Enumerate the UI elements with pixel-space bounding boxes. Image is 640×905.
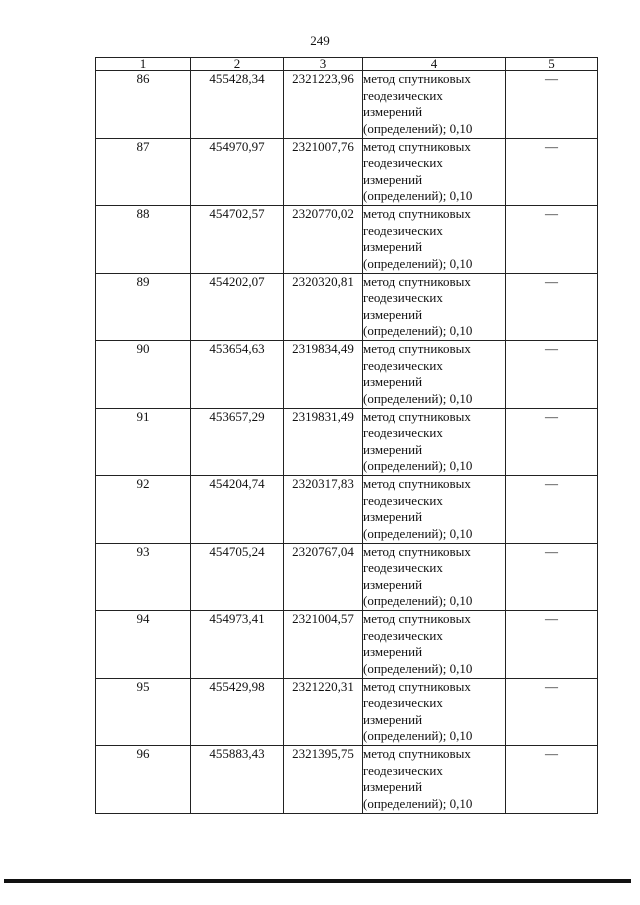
method-cell: метод спутниковых геодезических измерений (определений); 0,10: [363, 71, 506, 139]
column-header-3: 3: [284, 58, 363, 71]
y-coordinate-cell: 2321395,75: [284, 746, 363, 814]
column-header-5: 5: [506, 58, 598, 71]
y-coordinate-cell: 2320770,02: [284, 206, 363, 274]
point-number-cell: 91: [96, 408, 191, 476]
note-cell: —: [506, 273, 598, 341]
y-coordinate-cell: 2320320,81: [284, 273, 363, 341]
point-number-cell: 89: [96, 273, 191, 341]
note-cell: —: [506, 206, 598, 274]
y-coordinate-cell: 2321004,57: [284, 611, 363, 679]
point-number-cell: 94: [96, 611, 191, 679]
table-header-row: [96, 58, 598, 71]
note-cell: —: [506, 678, 598, 746]
column-header-4: 4: [363, 58, 506, 71]
note-cell: —: [506, 341, 598, 409]
table-row: [96, 678, 598, 746]
table-row: [96, 408, 598, 476]
point-number-cell: 90: [96, 341, 191, 409]
x-coordinate-cell: 454702,57: [191, 206, 284, 274]
x-coordinate-cell: 454970,97: [191, 138, 284, 206]
x-coordinate-cell: 454705,24: [191, 543, 284, 611]
point-number-cell: 87: [96, 138, 191, 206]
note-cell: —: [506, 71, 598, 139]
method-cell: метод спутниковых геодезических измерений (определений); 0,10: [363, 476, 506, 544]
note-cell: —: [506, 543, 598, 611]
x-coordinate-cell: 455429,98: [191, 678, 284, 746]
y-coordinate-cell: 2321220,31: [284, 678, 363, 746]
y-coordinate-cell: 2321007,76: [284, 138, 363, 206]
method-cell: метод спутниковых геодезических измерений (определений); 0,10: [363, 543, 506, 611]
y-coordinate-cell: 2320317,83: [284, 476, 363, 544]
table-row: [96, 611, 598, 679]
table-body: [96, 71, 598, 814]
y-coordinate-cell: 2320767,04: [284, 543, 363, 611]
column-header-1: 1: [96, 58, 191, 71]
point-number-cell: 86: [96, 71, 191, 139]
x-coordinate-cell: 454202,07: [191, 273, 284, 341]
table-row: [96, 746, 598, 814]
table-row: [96, 138, 598, 206]
point-number-cell: 95: [96, 678, 191, 746]
method-cell: метод спутниковых геодезических измерений (определений); 0,10: [363, 206, 506, 274]
method-cell: метод спутниковых геодезических измерений (определений); 0,10: [363, 273, 506, 341]
table-row: [96, 543, 598, 611]
table-row: [96, 476, 598, 544]
note-cell: —: [506, 611, 598, 679]
y-coordinate-cell: 2321223,96: [284, 71, 363, 139]
method-cell: метод спутниковых геодезических измерений (определений); 0,10: [363, 138, 506, 206]
method-cell: метод спутниковых геодезических измерений (определений); 0,10: [363, 408, 506, 476]
note-cell: —: [506, 476, 598, 544]
point-number-cell: 92: [96, 476, 191, 544]
table-row: [96, 71, 598, 139]
point-number-cell: 93: [96, 543, 191, 611]
page-number: 249: [310, 33, 330, 48]
method-cell: метод спутниковых геодезических измерений (определений); 0,10: [363, 678, 506, 746]
x-coordinate-cell: 453657,29: [191, 408, 284, 476]
table-row: [96, 341, 598, 409]
point-number-cell: 96: [96, 746, 191, 814]
x-coordinate-cell: 454204,74: [191, 476, 284, 544]
x-coordinate-cell: 454973,41: [191, 611, 284, 679]
x-coordinate-cell: 455883,43: [191, 746, 284, 814]
footer-rule: [4, 879, 631, 883]
method-cell: метод спутниковых геодезических измерений (определений); 0,10: [363, 746, 506, 814]
table-row: [96, 273, 598, 341]
note-cell: —: [506, 408, 598, 476]
note-cell: —: [506, 746, 598, 814]
table-row: [96, 206, 598, 274]
y-coordinate-cell: 2319831,49: [284, 408, 363, 476]
method-cell: метод спутниковых геодезических измерений (определений); 0,10: [363, 611, 506, 679]
point-number-cell: 88: [96, 206, 191, 274]
note-cell: —: [506, 138, 598, 206]
method-cell: метод спутниковых геодезических измерений (определений); 0,10: [363, 341, 506, 409]
column-header-2: 2: [191, 58, 284, 71]
coordinates-table: [95, 57, 598, 814]
x-coordinate-cell: 455428,34: [191, 71, 284, 139]
y-coordinate-cell: 2319834,49: [284, 341, 363, 409]
x-coordinate-cell: 453654,63: [191, 341, 284, 409]
